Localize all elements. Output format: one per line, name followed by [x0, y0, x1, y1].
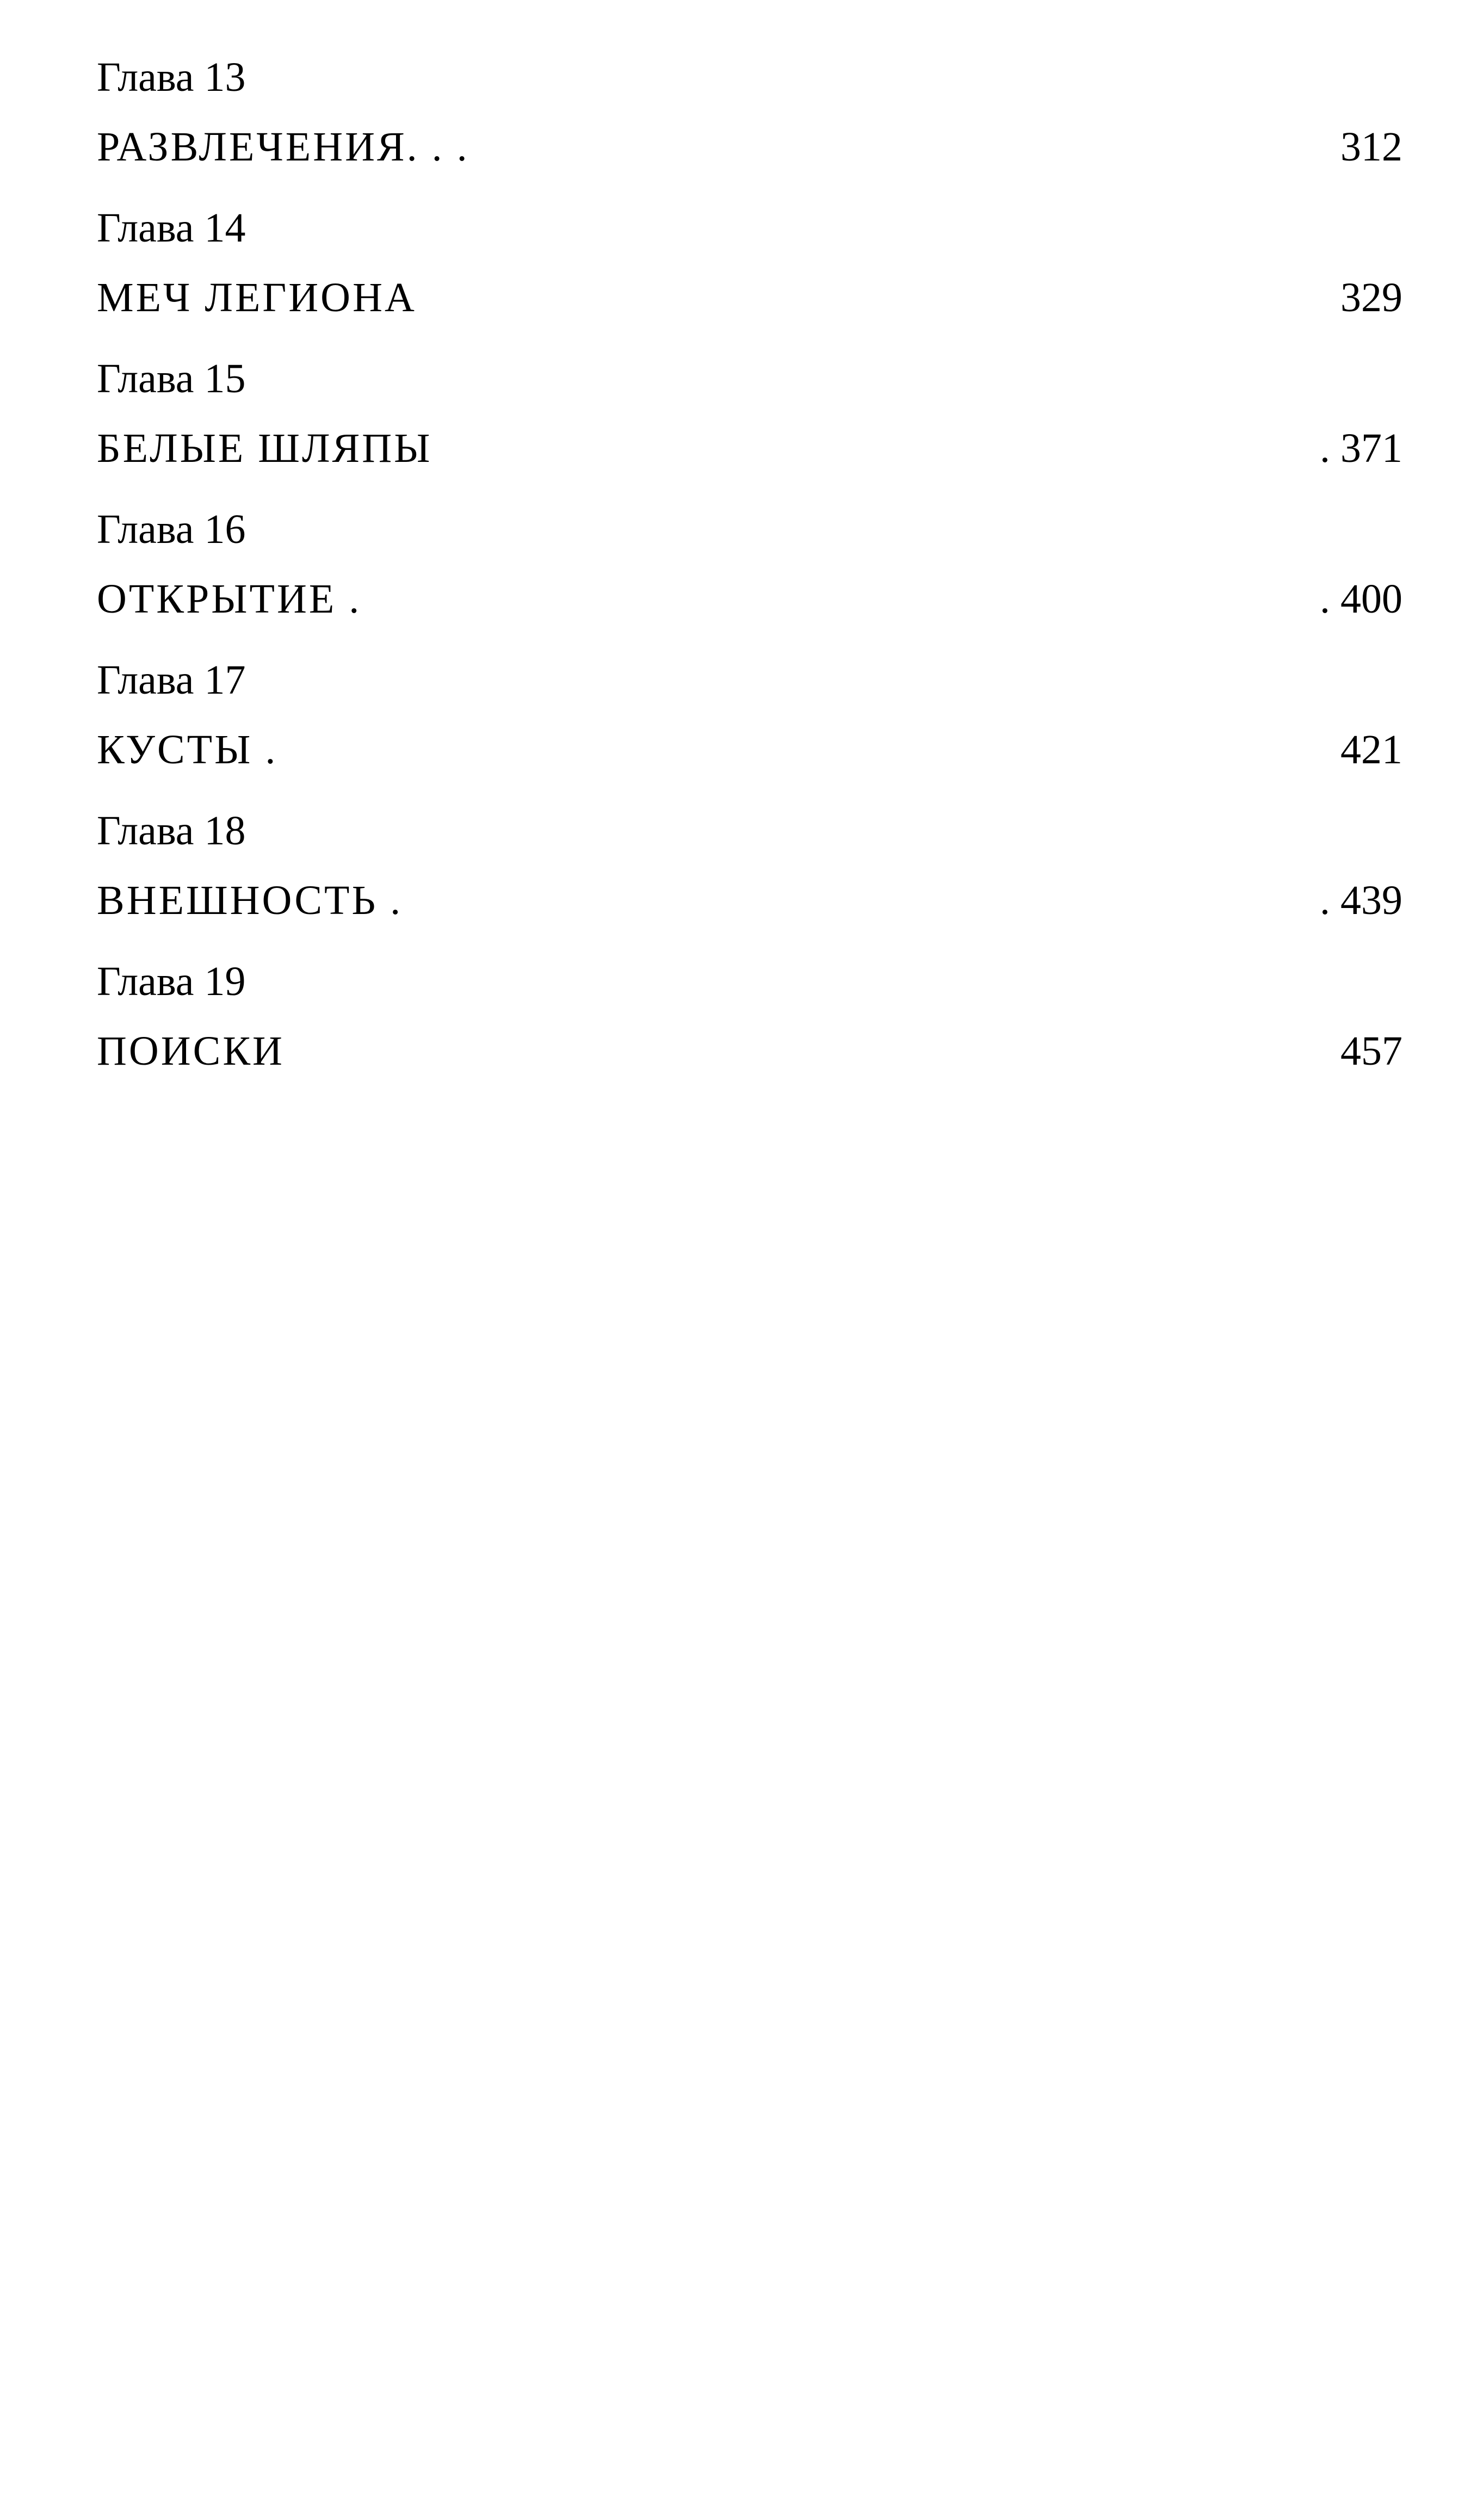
- page-number: 457: [1340, 1028, 1402, 1074]
- table-of-contents: [97, 52, 1402, 1107]
- chapter-label: Глава 16: [97, 507, 246, 552]
- toc-entry: [97, 805, 1402, 944]
- toc-entry: [97, 504, 1402, 643]
- chapter-title: ВНЕШНОСТЬ .: [97, 878, 403, 923]
- page-number: 312: [1340, 124, 1402, 170]
- chapter-label: Глава 13: [97, 54, 246, 100]
- toc-title-row: [97, 1008, 1402, 1095]
- toc-title-row: [97, 254, 1402, 341]
- toc-title-row: [97, 103, 1402, 190]
- chapter-title: ПОИСКИ: [97, 1028, 285, 1074]
- page-number: 421: [1340, 727, 1402, 773]
- toc-entry: [97, 202, 1402, 341]
- chapter-title: МЕЧ ЛЕГИОНА: [97, 275, 417, 320]
- toc-title-row: [97, 706, 1402, 793]
- toc-entry: [97, 353, 1402, 492]
- chapter-title: КУСТЫ .: [97, 727, 278, 773]
- toc-entry: [97, 52, 1402, 190]
- chapter-label: Глава 14: [97, 205, 246, 251]
- page-number: . 439: [1320, 878, 1402, 923]
- chapter-title: БЕЛЫЕ ШЛЯПЫ: [97, 425, 432, 471]
- page-number: . 371: [1320, 425, 1402, 471]
- page-number: 329: [1340, 275, 1402, 320]
- toc-entry: [97, 654, 1402, 793]
- toc-entry: [97, 956, 1402, 1095]
- chapter-label: Глава 18: [97, 808, 246, 854]
- chapter-label: Глава 15: [97, 356, 246, 402]
- chapter-title: ОТКРЫТИЕ .: [97, 576, 362, 622]
- toc-title-row: [97, 405, 1402, 492]
- toc-title-row: [97, 857, 1402, 944]
- chapter-label: Глава 17: [97, 657, 246, 703]
- chapter-label: Глава 19: [97, 959, 246, 1004]
- toc-title-row: [97, 555, 1402, 643]
- page-number: . 400: [1320, 576, 1402, 622]
- chapter-title: РАЗВЛЕЧЕНИЯ. . .: [97, 124, 469, 170]
